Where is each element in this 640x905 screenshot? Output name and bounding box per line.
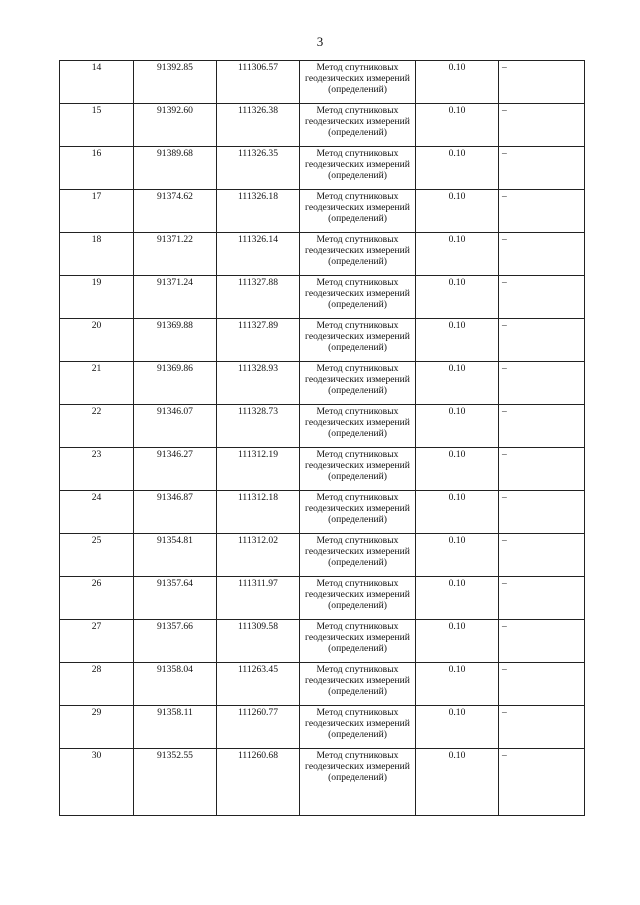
y-coordinate-cell: 111311.97 bbox=[217, 577, 300, 620]
table-row bbox=[60, 620, 585, 663]
method-cell: Метод спутниковых геодезических измерений (определений) bbox=[300, 491, 416, 534]
method-cell: Метод спутниковых геодезических измерений (определений) bbox=[300, 362, 416, 405]
description-cell: – bbox=[499, 319, 585, 362]
accuracy-cell: 0.10 bbox=[416, 491, 499, 534]
point-number-cell: 30 bbox=[60, 749, 134, 816]
table-row bbox=[60, 577, 585, 620]
y-coordinate-cell: 111263.45 bbox=[217, 663, 300, 706]
table-row bbox=[60, 448, 585, 491]
y-coordinate-cell: 111260.77 bbox=[217, 706, 300, 749]
accuracy-cell: 0.10 bbox=[416, 362, 499, 405]
point-number-cell: 21 bbox=[60, 362, 134, 405]
coordinates-table bbox=[59, 60, 585, 816]
method-cell: Метод спутниковых геодезических измерений (определений) bbox=[300, 448, 416, 491]
y-coordinate-cell: 111326.18 bbox=[217, 190, 300, 233]
description-cell: – bbox=[499, 233, 585, 276]
description-cell: – bbox=[499, 577, 585, 620]
x-coordinate-cell: 91357.64 bbox=[134, 577, 217, 620]
accuracy-cell: 0.10 bbox=[416, 405, 499, 448]
description-cell: – bbox=[499, 104, 585, 147]
accuracy-cell: 0.10 bbox=[416, 448, 499, 491]
y-coordinate-cell: 111312.19 bbox=[217, 448, 300, 491]
description-cell: – bbox=[499, 663, 585, 706]
point-number-cell: 28 bbox=[60, 663, 134, 706]
x-coordinate-cell: 91374.62 bbox=[134, 190, 217, 233]
description-cell: – bbox=[499, 362, 585, 405]
table-row bbox=[60, 706, 585, 749]
method-cell: Метод спутниковых геодезических измерений (определений) bbox=[300, 405, 416, 448]
point-number-cell: 26 bbox=[60, 577, 134, 620]
method-cell: Метод спутниковых геодезических измерений (определений) bbox=[300, 61, 416, 104]
x-coordinate-cell: 91392.60 bbox=[134, 104, 217, 147]
table-row bbox=[60, 104, 585, 147]
description-cell: – bbox=[499, 706, 585, 749]
method-cell: Метод спутниковых геодезических измерений (определений) bbox=[300, 233, 416, 276]
x-coordinate-cell: 91358.11 bbox=[134, 706, 217, 749]
method-cell: Метод спутниковых геодезических измерений (определений) bbox=[300, 319, 416, 362]
method-cell: Метод спутниковых геодезических измерений (определений) bbox=[300, 147, 416, 190]
method-cell: Метод спутниковых геодезических измерений (определений) bbox=[300, 749, 416, 816]
x-coordinate-cell: 91352.55 bbox=[134, 749, 217, 816]
table-row bbox=[60, 534, 585, 577]
point-number-cell: 16 bbox=[60, 147, 134, 190]
accuracy-cell: 0.10 bbox=[416, 620, 499, 663]
x-coordinate-cell: 91346.07 bbox=[134, 405, 217, 448]
y-coordinate-cell: 111306.57 bbox=[217, 61, 300, 104]
table-row bbox=[60, 405, 585, 448]
x-coordinate-cell: 91371.24 bbox=[134, 276, 217, 319]
table-row bbox=[60, 147, 585, 190]
accuracy-cell: 0.10 bbox=[416, 749, 499, 816]
accuracy-cell: 0.10 bbox=[416, 104, 499, 147]
table-row bbox=[60, 491, 585, 534]
method-cell: Метод спутниковых геодезических измерений (определений) bbox=[300, 534, 416, 577]
description-cell: – bbox=[499, 190, 585, 233]
y-coordinate-cell: 111327.89 bbox=[217, 319, 300, 362]
table-row bbox=[60, 276, 585, 319]
y-coordinate-cell: 111326.38 bbox=[217, 104, 300, 147]
y-coordinate-cell: 111312.02 bbox=[217, 534, 300, 577]
accuracy-cell: 0.10 bbox=[416, 706, 499, 749]
table-row bbox=[60, 663, 585, 706]
accuracy-cell: 0.10 bbox=[416, 577, 499, 620]
method-cell: Метод спутниковых геодезических измерений (определений) bbox=[300, 663, 416, 706]
description-cell: – bbox=[499, 276, 585, 319]
description-cell: – bbox=[499, 448, 585, 491]
y-coordinate-cell: 111312.18 bbox=[217, 491, 300, 534]
y-coordinate-cell: 111327.88 bbox=[217, 276, 300, 319]
point-number-cell: 15 bbox=[60, 104, 134, 147]
description-cell: – bbox=[499, 534, 585, 577]
point-number-cell: 18 bbox=[60, 233, 134, 276]
point-number-cell: 17 bbox=[60, 190, 134, 233]
description-cell: – bbox=[499, 405, 585, 448]
x-coordinate-cell: 91389.68 bbox=[134, 147, 217, 190]
table-row bbox=[60, 749, 585, 816]
accuracy-cell: 0.10 bbox=[416, 61, 499, 104]
point-number-cell: 22 bbox=[60, 405, 134, 448]
table-row bbox=[60, 61, 585, 104]
x-coordinate-cell: 91369.88 bbox=[134, 319, 217, 362]
method-cell: Метод спутниковых геодезических измерений (определений) bbox=[300, 706, 416, 749]
description-cell: – bbox=[499, 749, 585, 816]
y-coordinate-cell: 111326.14 bbox=[217, 233, 300, 276]
description-cell: – bbox=[499, 491, 585, 534]
description-cell: – bbox=[499, 61, 585, 104]
x-coordinate-cell: 91354.81 bbox=[134, 534, 217, 577]
method-cell: Метод спутниковых геодезических измерений (определений) bbox=[300, 577, 416, 620]
y-coordinate-cell: 111328.93 bbox=[217, 362, 300, 405]
x-coordinate-cell: 91392.85 bbox=[134, 61, 217, 104]
point-number-cell: 29 bbox=[60, 706, 134, 749]
table-row bbox=[60, 362, 585, 405]
method-cell: Метод спутниковых геодезических измерений (определений) bbox=[300, 276, 416, 319]
x-coordinate-cell: 91357.66 bbox=[134, 620, 217, 663]
description-cell: – bbox=[499, 620, 585, 663]
table-row bbox=[60, 233, 585, 276]
accuracy-cell: 0.10 bbox=[416, 233, 499, 276]
method-cell: Метод спутниковых геодезических измерений (определений) bbox=[300, 190, 416, 233]
x-coordinate-cell: 91346.87 bbox=[134, 491, 217, 534]
accuracy-cell: 0.10 bbox=[416, 663, 499, 706]
point-number-cell: 23 bbox=[60, 448, 134, 491]
point-number-cell: 27 bbox=[60, 620, 134, 663]
table-row bbox=[60, 190, 585, 233]
page-number: 3 bbox=[316, 34, 324, 49]
accuracy-cell: 0.10 bbox=[416, 190, 499, 233]
x-coordinate-cell: 91369.86 bbox=[134, 362, 217, 405]
method-cell: Метод спутниковых геодезических измерений (определений) bbox=[300, 104, 416, 147]
point-number-cell: 14 bbox=[60, 61, 134, 104]
accuracy-cell: 0.10 bbox=[416, 319, 499, 362]
coordinates-table-body bbox=[60, 61, 585, 816]
point-number-cell: 20 bbox=[60, 319, 134, 362]
y-coordinate-cell: 111309.58 bbox=[217, 620, 300, 663]
table-row bbox=[60, 319, 585, 362]
point-number-cell: 19 bbox=[60, 276, 134, 319]
point-number-cell: 25 bbox=[60, 534, 134, 577]
y-coordinate-cell: 111260.68 bbox=[217, 749, 300, 816]
x-coordinate-cell: 91371.22 bbox=[134, 233, 217, 276]
description-cell: – bbox=[499, 147, 585, 190]
y-coordinate-cell: 111326.35 bbox=[217, 147, 300, 190]
accuracy-cell: 0.10 bbox=[416, 534, 499, 577]
method-cell: Метод спутниковых геодезических измерений (определений) bbox=[300, 620, 416, 663]
accuracy-cell: 0.10 bbox=[416, 276, 499, 319]
x-coordinate-cell: 91346.27 bbox=[134, 448, 217, 491]
point-number-cell: 24 bbox=[60, 491, 134, 534]
x-coordinate-cell: 91358.04 bbox=[134, 663, 217, 706]
accuracy-cell: 0.10 bbox=[416, 147, 499, 190]
y-coordinate-cell: 111328.73 bbox=[217, 405, 300, 448]
